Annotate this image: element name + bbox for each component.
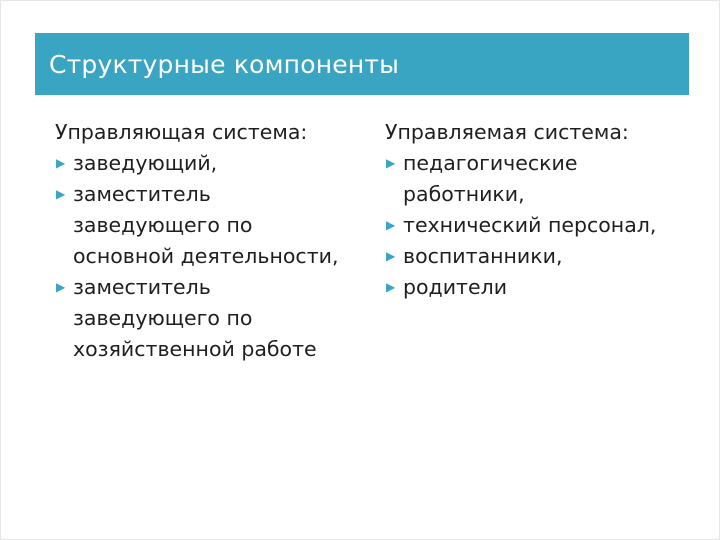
right-bullet-list bbox=[385, 148, 685, 303]
list-item-text: заместитель заведующего по основной деятельности, bbox=[73, 182, 339, 268]
triangle-right-icon: ▶ bbox=[56, 156, 66, 170]
triangle-right-icon: ▶ bbox=[386, 156, 396, 170]
triangle-right-icon: ▶ bbox=[386, 218, 396, 232]
list-item bbox=[55, 179, 355, 272]
left-column-heading: Управляющая система: bbox=[55, 120, 308, 144]
triangle-right-icon: ▶ bbox=[386, 280, 396, 294]
list-item-text: педагогические работники, bbox=[403, 151, 578, 206]
left-bullet-list bbox=[55, 148, 355, 365]
title-bar bbox=[35, 33, 689, 95]
list-item-text: заведующий, bbox=[73, 151, 218, 175]
right-column bbox=[385, 117, 685, 303]
list-item bbox=[55, 272, 355, 365]
triangle-right-icon: ▶ bbox=[56, 187, 66, 201]
list-item bbox=[385, 210, 685, 241]
list-item bbox=[385, 272, 685, 303]
list-item-text: родители bbox=[403, 275, 508, 299]
list-item-text: воспитанники, bbox=[403, 244, 563, 268]
left-column bbox=[55, 117, 355, 365]
triangle-right-icon: ▶ bbox=[386, 249, 396, 263]
right-column-heading: Управляемая система: bbox=[385, 120, 629, 144]
list-item bbox=[385, 241, 685, 272]
list-item bbox=[385, 148, 685, 210]
slide-title: Структурные компоненты bbox=[49, 49, 400, 79]
list-item-text: заместитель заведующего по хозяйственной работе bbox=[73, 275, 317, 361]
triangle-right-icon: ▶ bbox=[56, 280, 66, 294]
list-item-text: технический персонал, bbox=[403, 213, 657, 237]
list-item bbox=[55, 148, 355, 179]
